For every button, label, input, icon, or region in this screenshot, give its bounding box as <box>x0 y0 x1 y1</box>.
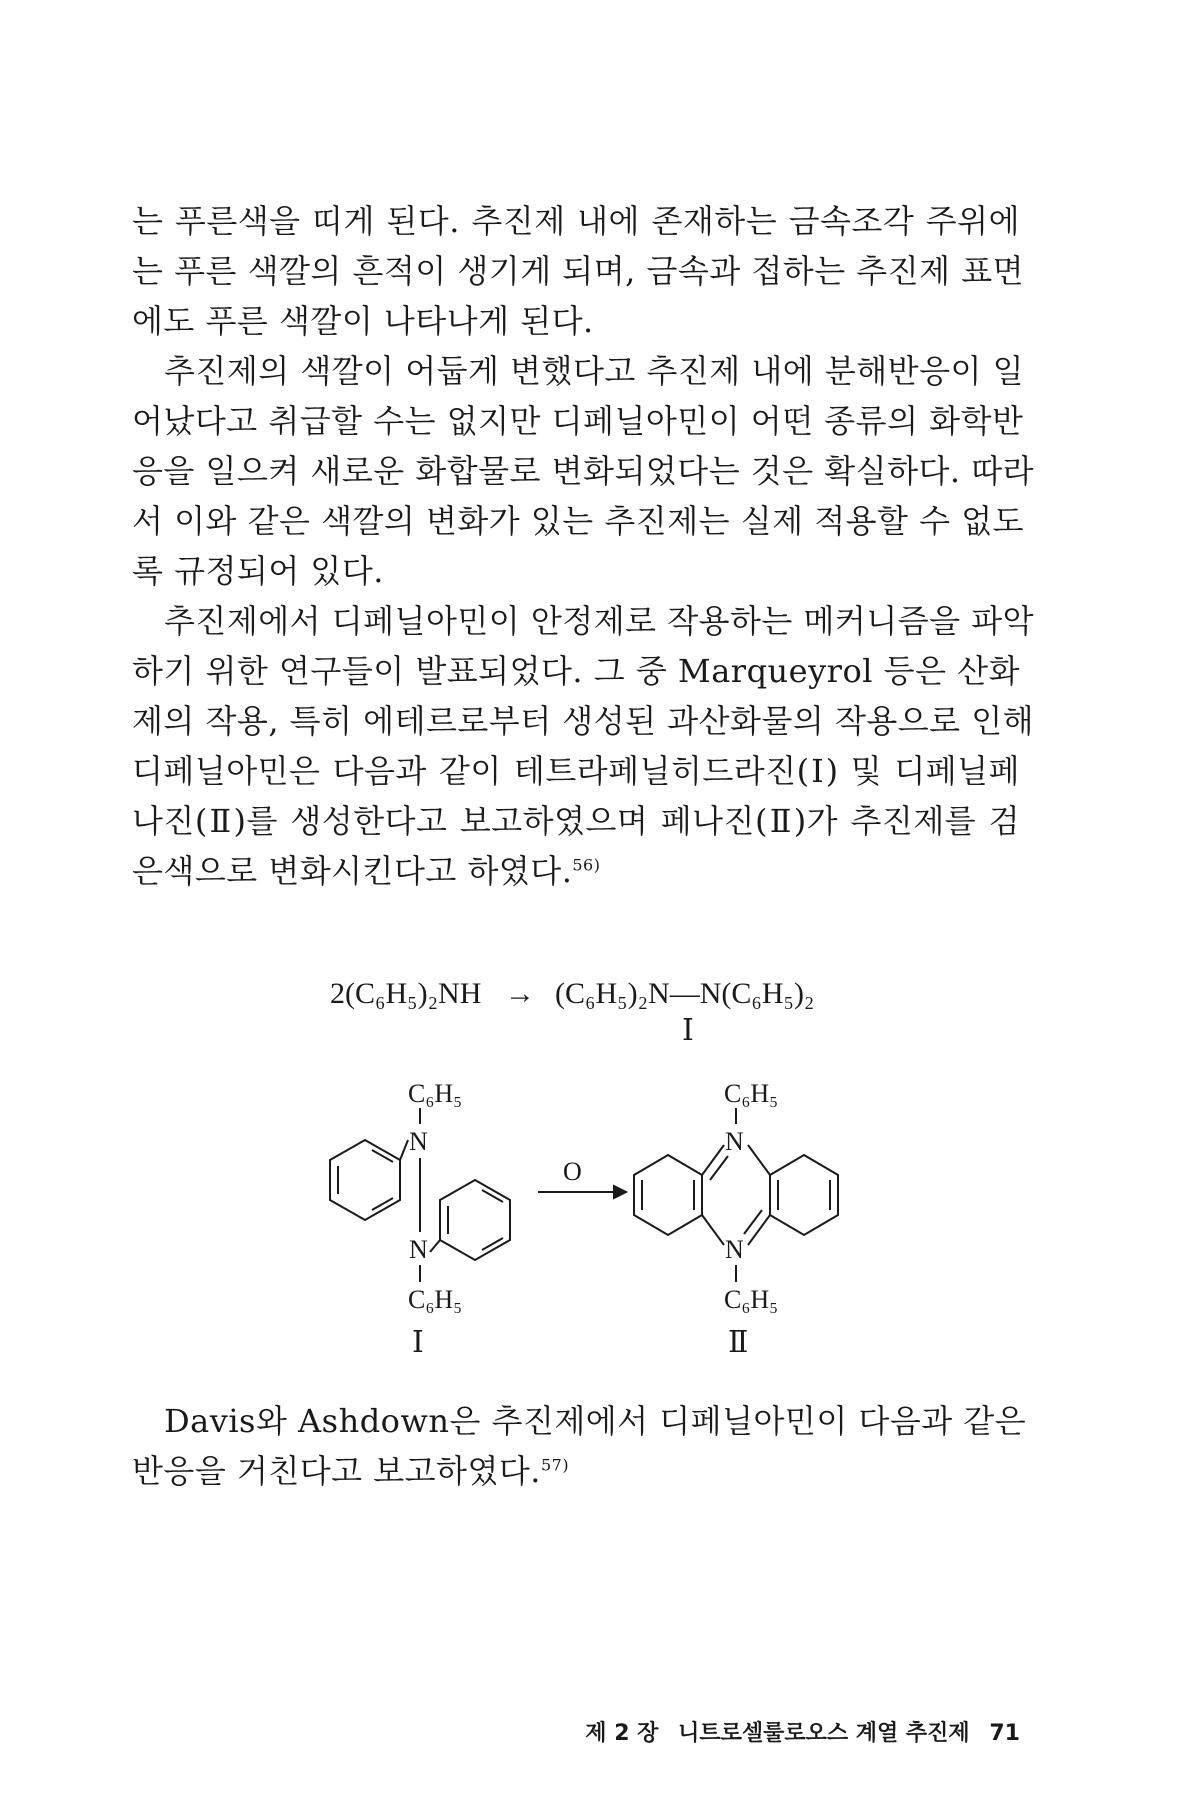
text-line: 은색으로 변화시킨다고 하였다. <box>132 852 573 890</box>
page-number: 71 <box>989 1721 1020 1746</box>
text-line: 에도 푸른 색깔이 나타나게 된다. <box>132 302 594 340</box>
text-line: 추진제의 색깔이 어둡게 변했다고 추진제 내에 분해반응이 일 <box>164 352 1025 390</box>
text-line: 는 푸른 색깔의 흔적이 생기게 되며, 금속과 접하는 추진제 표면 <box>132 252 1025 290</box>
text-line: 나진(Ⅱ)를 생성한다고 보고하였으며 페나진(Ⅱ)가 추진제를 검 <box>132 802 1020 840</box>
double-bond <box>372 1198 393 1210</box>
text-line: 하기 위한 연구들이 발표되었다. 그 중 Marqueyrol 등은 산화 <box>132 652 1020 690</box>
benzene-ring <box>440 1180 510 1260</box>
bond <box>748 1215 770 1245</box>
text-line: 는 푸른색을 띠게 된다. 추진제 내에 존재하는 금속조각 주위에 <box>132 202 1020 240</box>
page-footer <box>490 1716 1020 1747</box>
body-text-bottom <box>132 1396 1027 1496</box>
equation-product-label: Ⅰ <box>682 1014 694 1047</box>
text-line: 록 규정되어 있다. <box>132 552 384 590</box>
equation-arrow: → <box>505 977 535 1010</box>
footnote-ref-57: 57) <box>540 1455 570 1475</box>
text-line: 응을 일으켜 새로운 화합물로 변화되었다는 것은 확실하다. 따라 <box>132 452 1035 490</box>
structure-1-n-bottom: N <box>409 1235 428 1264</box>
equation-reactant: 2(C₆H₅)₂NH <box>330 977 482 1010</box>
structure-1-top-substituent: C₆H₅ <box>408 1079 463 1108</box>
double-bond <box>482 1238 503 1250</box>
text-line: 어났다고 취급할 수는 없지만 디페닐아민이 어떤 종류의 화학반 <box>132 402 1024 440</box>
footer-title: 니트로셀룰로오스 계열 추진제 <box>678 1721 970 1746</box>
structure-2-top-substituent: C₆H₅ <box>724 1079 779 1108</box>
structure-1-bottom-substituent: C₆H₅ <box>408 1285 463 1314</box>
arrow-head <box>614 1186 626 1198</box>
text-line-with-ref <box>132 1446 1020 1496</box>
structure-2-label: Ⅱ <box>728 1326 749 1359</box>
text-line: 서 이와 같은 색깔의 변화가 있는 추진제는 실제 적용할 수 없도 <box>132 502 1025 540</box>
equation-product: (C₆H₅)₂N—N(C₆H₅)₂ <box>555 977 815 1010</box>
structure-2-n-top: N <box>725 1127 744 1156</box>
text-line: 디페닐아민은 다음과 같이 테트라페닐히드라진(Ⅰ) 및 디페닐페 <box>132 752 1020 790</box>
bond <box>400 1140 408 1160</box>
bond <box>702 1215 724 1245</box>
double-bond <box>372 1150 393 1162</box>
structure-1-label: Ⅰ <box>412 1326 424 1359</box>
structure-2-bottom-substituent: C₆H₅ <box>724 1285 779 1314</box>
bond <box>748 1145 770 1175</box>
structure-1-n-top: N <box>409 1127 428 1156</box>
benzene-ring <box>330 1140 400 1220</box>
structure-2-n-bottom: N <box>725 1235 744 1264</box>
footer-chapter: 제 2 장 <box>585 1721 659 1746</box>
footnote-ref-56: 56) <box>572 855 601 875</box>
text-line: 반응을 거친다고 보고하였다. <box>132 1452 541 1490</box>
double-bond <box>482 1190 503 1202</box>
bond <box>702 1145 724 1175</box>
text-line: 제의 작용, 특히 에테르로부터 생성된 과산화물의 작용으로 인해 <box>132 702 1035 740</box>
bond <box>430 1240 440 1252</box>
text-line: Davis와 Ashdown은 추진제에서 디페닐아민이 다음과 같은 <box>164 1402 1027 1440</box>
text-line: 추진제에서 디페닐아민이 안정제로 작용하는 메커니즘을 파악 <box>164 602 1035 640</box>
reagent-label: O <box>563 1157 582 1186</box>
benzene-ring <box>634 1155 702 1235</box>
benzene-ring <box>770 1155 838 1235</box>
